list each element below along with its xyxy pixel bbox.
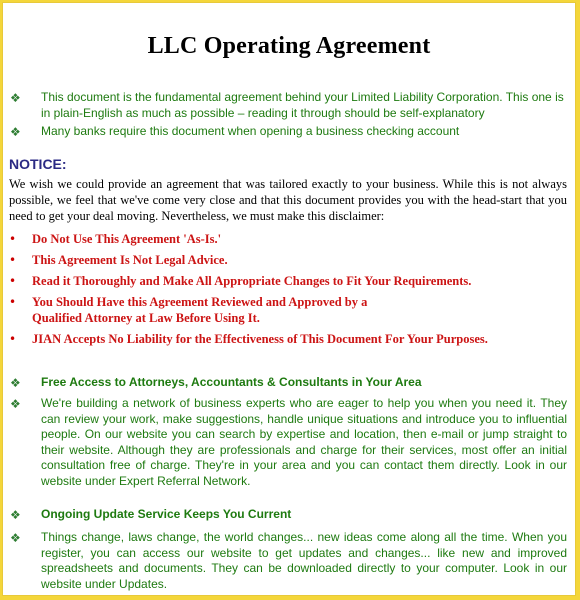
intro-text: This document is the fundamental agreement behind your Limited Liability Corporation. This one is in plain-English as much as possible – reading it through should be self-explanatory	[41, 90, 564, 120]
document-page	[2, 2, 576, 596]
diamond-bullet-icon: ❖	[10, 125, 21, 139]
disclaimer-text: This Agreement Is Not Legal Advice.	[32, 253, 228, 267]
disclaimer-text: You Should Have this Agreement Reviewed and Approved by a	[32, 295, 368, 309]
red-bullet-icon: •	[9, 232, 17, 246]
section-body: We're building a network of business experts who are eager to help you when you need it. They can review your work, make suggestions, handle unique situations and introduce you to influential people. On our website you can search by expertise and location, then e-mail or jump straight to their website. Although they are professionals and charge for their services, most offer an initial consultation free of charge. They're in your area and you can contact them directly. Look in our website under Expert Referral Network.	[41, 396, 567, 488]
red-bullet-icon: •	[9, 295, 17, 309]
notice-body: We wish we could provide an agreement that was tailored exactly to your business. While this is not always possible, we feel that we've come very close and that this document provides you with the head-start that you need to get your deal moving. Nevertheless, we must make this disclaimer:	[9, 177, 567, 223]
diamond-bullet-icon: ❖	[10, 531, 21, 545]
section-body: Things change, laws change, the world changes... new ideas come along all the time. When you register, you can access our website to get updates and changes... like new and improved spreadsheets and documents. They can be downloaded directly to your computer. Look in our website under Updates.	[41, 530, 567, 591]
red-bullet-icon: •	[9, 274, 17, 288]
disclaimer-text: Read it Thoroughly and Make All Appropriate Changes to Fit Your Requirements.	[32, 274, 472, 288]
section-heading: Free Access to Attorneys, Accountants & Consultants in Your Area	[41, 375, 422, 389]
intro-text: Many banks require this document when opening a business checking account	[41, 124, 460, 138]
section-heading: Ongoing Update Service Keeps You Current	[41, 507, 292, 521]
red-bullet-icon: •	[9, 332, 17, 346]
disclaimer-text: JIAN Accepts No Liability for the Effectiveness of This Document For Your Purposes.	[32, 332, 488, 346]
document-title: LLC Operating Agreement	[147, 33, 431, 59]
red-bullet-icon: •	[9, 253, 17, 267]
disclaimer-text: Qualified Attorney at Law Before Using It.	[32, 311, 260, 325]
diamond-bullet-icon: ❖	[10, 508, 21, 522]
disclaimer-text: Do Not Use This Agreement 'As-Is.'	[32, 232, 222, 246]
diamond-bullet-icon: ❖	[10, 91, 21, 105]
diamond-bullet-icon: ❖	[10, 376, 21, 390]
notice-heading: NOTICE:	[9, 156, 67, 172]
diamond-bullet-icon: ❖	[10, 397, 21, 411]
